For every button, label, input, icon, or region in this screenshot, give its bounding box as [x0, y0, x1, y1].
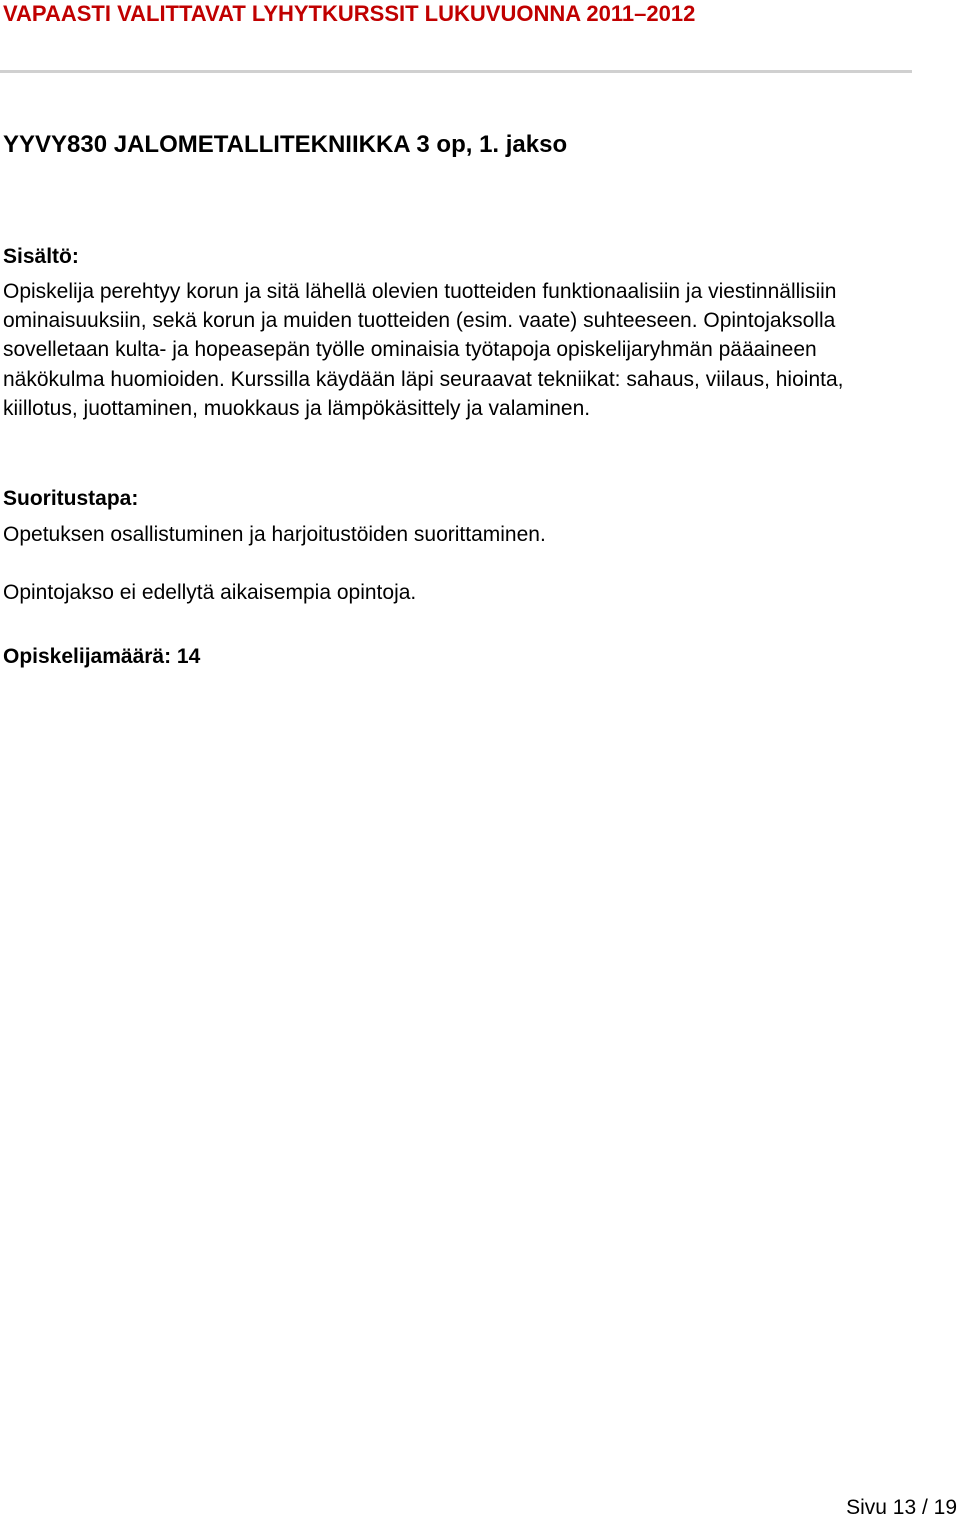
document-header-title: VAPAASTI VALITTAVAT LYHYTKURSSIT LUKUVUONNA 2011–2012	[3, 1, 696, 26]
prerequisites-text: Opintojakso ei edellytä aikaisempia opintoja.	[3, 581, 417, 604]
page-number: Sivu 13 / 19	[846, 1496, 957, 1519]
student-count: Opiskelijamäärä: 14	[3, 645, 201, 668]
header-divider	[0, 70, 912, 73]
content-paragraph: Opiskelija perehtyy korun ja sitä lähellä olevien tuotteiden funktionaalisiin ja viestinnällisiin ominaisuuksiin, sekä korun ja muiden tuotteiden (esim. vaate) suhteeseen. Opintojaksolla sovelletaan kulta- ja hopeasepän työlle ominaisia työtapoja opiskelijaryhmän pääaineen näkökulma huomioiden. Kurssilla käydään läpi seuraavat tekniikat: sahaus, viilaus, hiointa, kiillotus, juottaminen, muokkaus ja lämpökäsittely ja valaminen.	[3, 280, 844, 420]
method-heading: Suoritustapa:	[3, 487, 139, 510]
course-title: YYVY830 JALOMETALLITEKNIIKKA 3 op, 1. jakso	[3, 131, 568, 158]
method-text: Opetuksen osallistuminen ja harjoitustöiden suorittaminen.	[3, 523, 546, 546]
content-heading: Sisältö:	[3, 245, 79, 268]
